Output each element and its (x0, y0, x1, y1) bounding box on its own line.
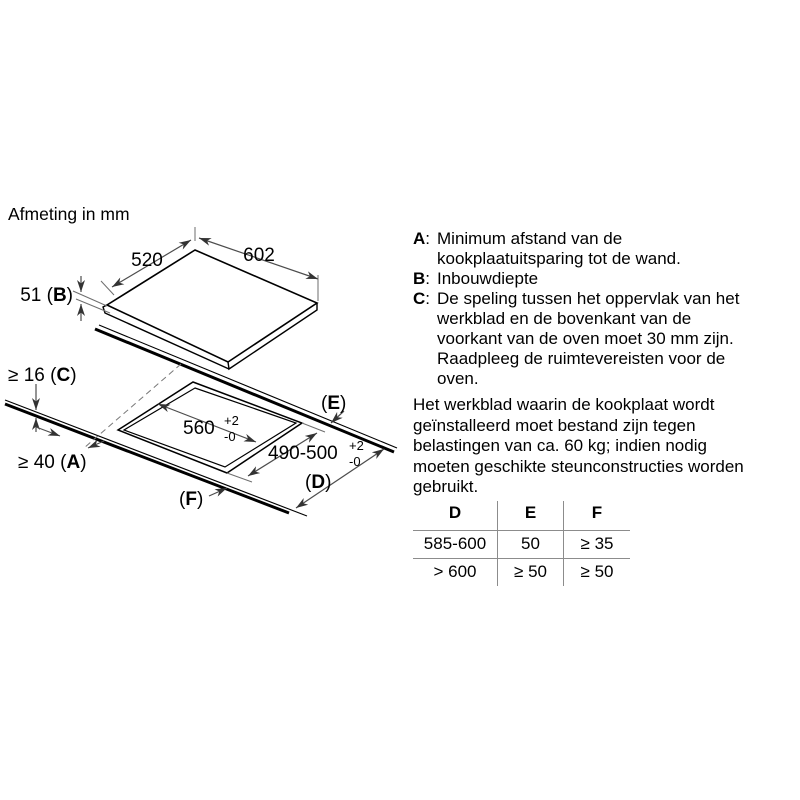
dim-a-label: ≥ 40 (A) (18, 452, 87, 473)
installation-diagram-svg (0, 222, 400, 527)
legend-text-b: Inbouwdiepte (437, 269, 539, 288)
table-cell-d1: 585-600 (423, 534, 487, 553)
cutout-width-tolerance-plus: +2 (224, 413, 239, 428)
table-cell-f1: ≥ 35 (564, 531, 631, 559)
legend (413, 229, 742, 389)
label-f: (F) (179, 489, 204, 510)
table-header-d: D (413, 501, 498, 531)
legend-text-c: De speling tussen het oppervlak van het werkblad en de bovenkant van de voorkant van de oven moet 30 mm zijn. Raadpleeg de ruimtevereisten voor de oven. (437, 289, 740, 388)
def-table (413, 501, 630, 586)
legend-key-c: C: (413, 289, 431, 308)
installation-diagram (0, 222, 400, 527)
legend-key-b: B: (413, 269, 431, 288)
table-cell-e1: 50 (498, 531, 564, 559)
legend-text-a: Minimum afstand van de kookplaatuitsparing tot de wand. (437, 229, 681, 268)
cutout-depth-tolerance-minus: -0 (349, 454, 361, 469)
legend-key-a: A: (413, 229, 431, 248)
legend-item-a (413, 229, 742, 269)
dim-51b-label: 51 (B) (20, 285, 73, 306)
table-row (413, 559, 630, 587)
table-cell-e2: ≥ 50 (498, 559, 564, 587)
worktop-note: Het werkblad waarin de kookplaat wordt geïnstalleerd moet bestand zijn tegen belastingen van ca. 60 kg; indien nodig moeten geschikte steunconstructies worden gebruikt. (413, 395, 744, 496)
dim-c-label: ≥ 16 (C) (8, 365, 77, 386)
table-header-row (413, 501, 630, 531)
dim-520-label: 520 (131, 250, 163, 271)
dim-602-label: 602 (243, 245, 275, 266)
cutout-width-tolerance-minus: -0 (224, 429, 236, 444)
table-row (413, 531, 630, 559)
legend-item-c (413, 289, 742, 389)
label-e: (E) (321, 393, 347, 414)
legend-item-b (413, 269, 742, 289)
cutout-width-label: 560 (183, 418, 215, 439)
cutout-depth-tolerance-plus: +2 (349, 438, 364, 453)
label-d: (D) (305, 472, 332, 493)
cutout-depth-label: 490-500 (268, 443, 338, 464)
colon: : (425, 269, 431, 288)
page-title: Afmeting in mm (8, 204, 130, 224)
table-cell-d2: > 600 (413, 559, 498, 587)
colon: : (425, 229, 431, 248)
table-header-e: E (498, 501, 564, 531)
colon: : (425, 289, 431, 308)
table-cell-f2: ≥ 50 (564, 559, 631, 587)
table-header-f: F (564, 501, 631, 531)
